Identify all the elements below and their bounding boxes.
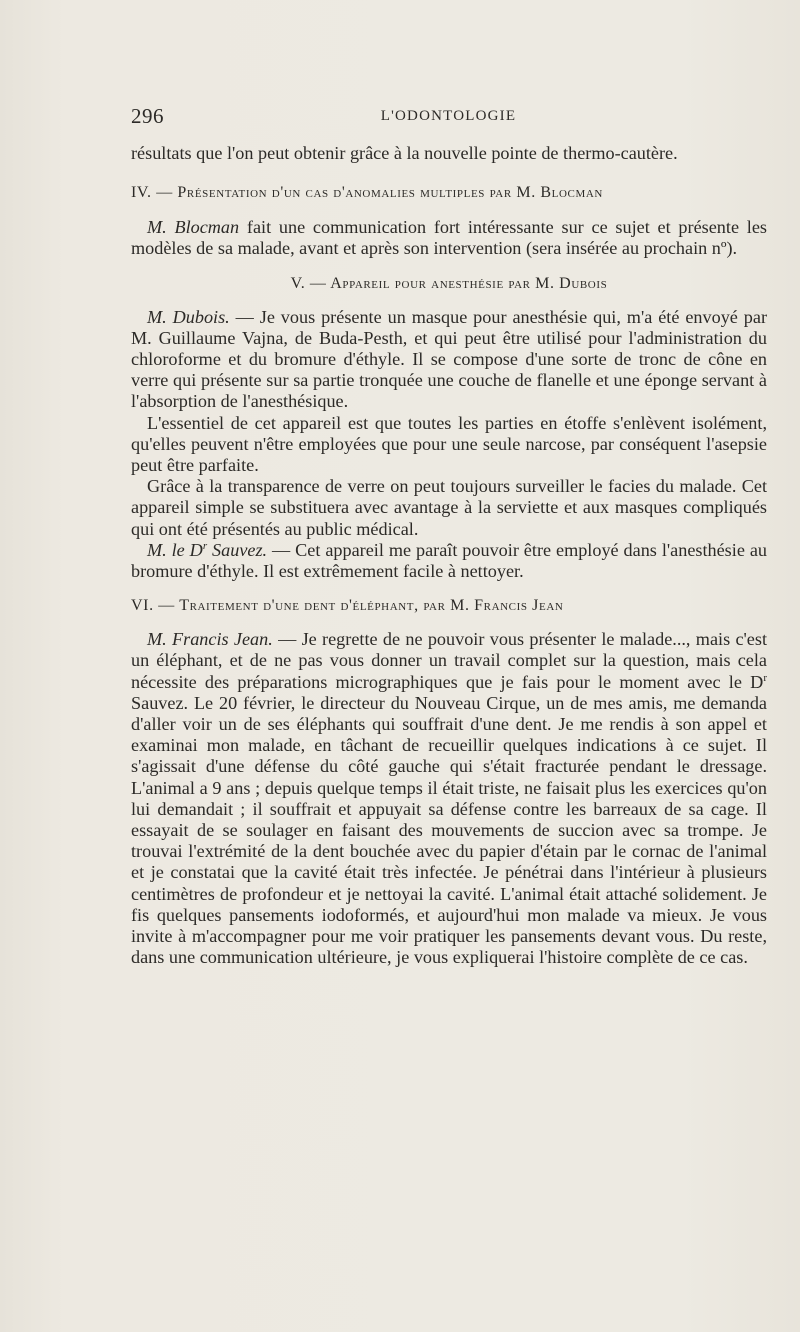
paragraph-text: — Je regrette de ne pouvoir vous présenter le malade..., mais c'est un éléphant, et de ne pas vous donner un travail complet sur la question, mais cela nécessite des préparations micrographiques que je fais pour le moment avec le D	[131, 629, 768, 692]
paragraph-transparence: Grâce à la transparence de verre on peut toujours surveiller le facies du malade. Cet appareil simple se substituera avec avantage à la serviette et aux masques compliqués qui ont été présentés au public médical.	[131, 476, 767, 539]
running-title: L'ODONTOLOGIE	[380, 108, 517, 124]
section-heading-iv: IV. — Présentation d'un cas d'anomalies multiples par M. Blocman	[131, 184, 603, 202]
speaker-name: M. Francis Jean.	[147, 629, 273, 650]
page-header	[131, 104, 766, 134]
speaker-name: M. Blocman	[147, 217, 240, 238]
speaker-name: M. Dubois.	[147, 306, 230, 327]
paragraph-text: — Cet appareil me paraît pouvoir être employé dans l'anesthésie au bromure d'éthyle. Il est extrêmement facile à nettoyer.	[131, 539, 767, 582]
paragraph-dubois	[131, 307, 767, 413]
paragraph-text: Sauvez. Le 20 février, le directeur du Nouveau Cirque, un de mes amis, me demanda d'aller voir un de ses éléphants qui souffrait d'une dent. Je me rendis à son appel et examinai mon malade, en tâchant de recueillir quelques indications à ce sujet. Il s'agissait d'une défense du côté gauche qui s'était fracturée pendant le dressage. L'animal a 9 ans ; depuis quelque temps il était triste, ne faisait plus les exercices qu'on lui demandait ; il souffrait et appuyait sa défense contre les barreaux de sa cage. Il essayait de se soulager en faisant des mouvements de succion avec sa trompe. Je trouvai l'extrémité de la dent bouchée avec du papier d'étain par le cornac de l'animal et je constatai que la cavité était très infectée. Je pénétrai dans l'intérieur à plusieurs centimètres de profondeur et je nettoyai la cavité. L'animal était attaché solidement. Je fis quelques pansements iodoformés, et aujourd'hui mon malade va mieux. Je vous invite à m'accompagner pour me voir pratiquer les pansements devant vous. Du reste, dans une communication ultérieure, je vous expliquerai l'histoire complète de ce cas.	[131, 692, 767, 968]
speaker-name: M. le $D^r$ Sauvez.	[147, 539, 268, 560]
section-heading-v: V. — Appareil pour anesthésie par M. Dubois	[290, 274, 608, 292]
paragraph-sauvez	[131, 540, 767, 582]
paragraph-text: — Je vous présente un masque pour anesthésie qui, m'a été envoyé par M. Guillaume Vajna, de Buda-Pesth, et qui peut être utilisé pour l'administration du chloroforme et du bromure d'éthyle. Il se compose d'une sorte de tronc de cône en verre qui présente sur sa partie tronquée une couche de flanelle et une éponge servant à l'absorption de l'anesthésique.	[131, 306, 767, 412]
superscript: r	[763, 671, 767, 684]
paragraph-essentiel: L'essentiel de cet appareil est que toutes les parties en étoffe s'enlèvent isolément, qu'elles peuvent n'être employées que pour une seule narcose, par conséquent l'asepsie peut être parfaite.	[131, 412, 767, 476]
page-body	[131, 143, 767, 969]
section-heading-vi: VI. — Traitement d'une dent d'éléphant, par M. Francis Jean	[131, 597, 564, 615]
paragraph-blocman	[131, 217, 767, 259]
paragraph-francis-jean	[131, 629, 767, 968]
paragraph-text: fait une communication fort intéressante sur ce sujet et présente les modèles de sa malade, avant et après son intervention (sera insérée au prochain nº).	[131, 217, 767, 259]
continuation-paragraph: résultats que l'on peut obtenir grâce à la nouvelle pointe de thermo-cautère.	[131, 143, 678, 163]
page-number: 296	[131, 104, 164, 128]
